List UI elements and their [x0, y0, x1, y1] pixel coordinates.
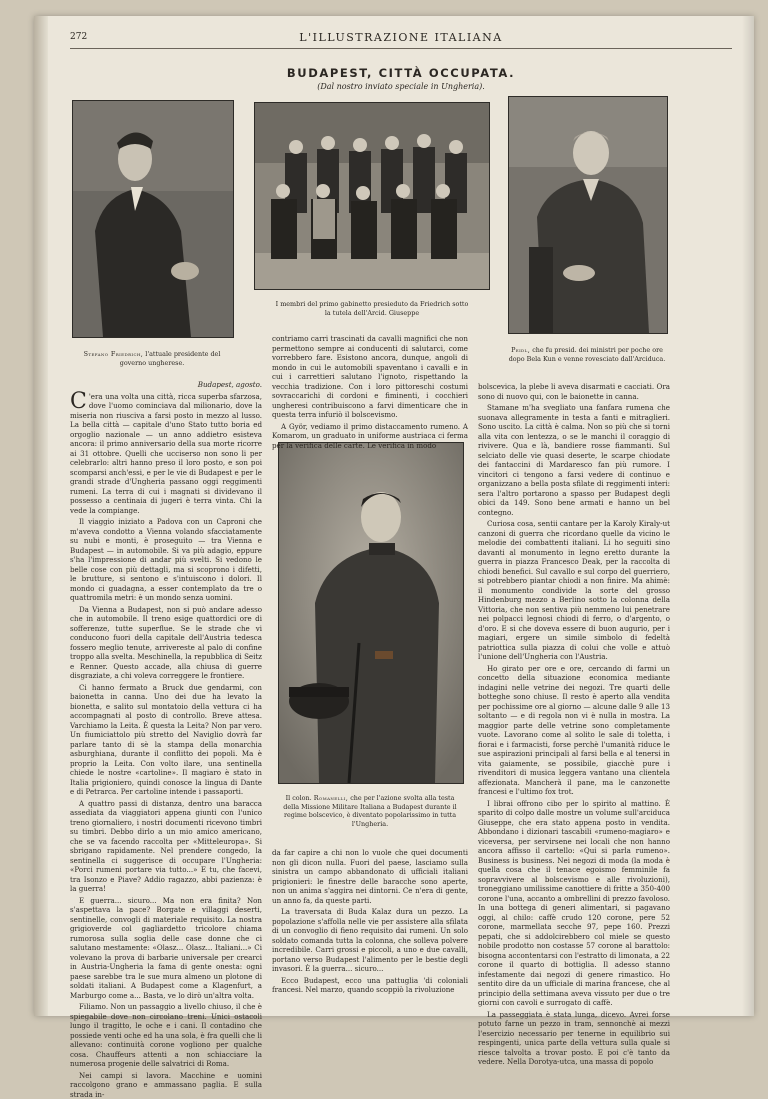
text-column-2-upper: [272, 334, 468, 436]
col2-paragraph-2: A Györ, vediamo il primo distaccamento rumeno. A Komarom, un graduato in uniforme austriaca ci ferma per la verifica delle carte. Le verifica in modo: [272, 422, 468, 451]
newspaper-page: [34, 16, 754, 1016]
col2-paragraph-1: contriamo carri trascinati da cavalli magnifici che non permettono sempre ai conducenti di salutarci, come vorrebbero fare. Esistono ancora, dunque, angoli di mondo in cui le automobili spaventano i cavalli e in cui i carrettieri salutano l'ignoto, rispettando la vecchia tradizione. Con i loro pittoreschi costumi sovraccarichi di cordoni e fiminenti, i cocchieri ungheresi contribuiscono a farvi dimenticare che in questa terra infuriò il bolscevismo.: [272, 334, 468, 420]
col1-paragraph-5: A quattro passi di distanza, dentro una baracca assediata da viaggiatori appena giunti con l'unico treno giornaliero, i nostri documenti ricevono timbri su timbri. Debbo dirlo a un mio amico americano, che se va facendo raccolta per «Mitteleuropa». Si sbrigano rapidamente. Nel prendere congedo, la sentinella ci suggerisce di occupare l'Ungheria: «Porci rumeni portare via tutto...» E tu, che facevi, tra Isonzo e Piave? Addio ragazzo, abbi pazienza: è la guerra!: [70, 799, 262, 894]
text-column-3: [478, 382, 670, 1008]
page-binding: [34, 16, 48, 1016]
photo-romanelli: [278, 442, 464, 784]
dateline: Budapest, agosto.: [70, 380, 262, 390]
col1-paragraph-2: Il viaggio iniziato a Padova con un Caproni che m'aveva condotto a Vienna volando sfacciatamente su nubi e monti, è proseguito — tra Vienna e Budapest — in automobile. Si va più adagio, eppure s'ha l'impressione di andar più svelti. Si vedono le belle cose con più dettagli, ma si scoprono i difetti, le brutture, si sentono e s'intuiscono i dolori. Il mondo ci guadagna, a esser contemplato da tre o quattromila metri: è un mondo senza uomini.: [70, 517, 262, 603]
article-title: BUDAPEST, CITTÀ OCCUPATA.: [70, 66, 732, 80]
col1-paragraph-1: C 'era una volta una città, ricca superba sfarzosa, dove l'uomo cominciava dal milionario, dove la miseria non riusciva a farsi posto in mezzo al lusso. La bella città — capitale d'uno Stato tutto boria ed orgoglio nazionale — un anno addietro esisteva ancora: il primo anniversario della sua morte ricorre ai 31 ottobre. Quelli che ucciserso non sono li per celebrarlo: altri hanno preso il loro posto, e son poi scomparsi anch'essi, e per le vie di Budapest e per le grandi strade d'Ungheria passano oggi reggimenti rumeni. La terra di cui i magnati si dividevano il possesso a centinaia di jugeri è terra vinta. Chi la vede la compiange.: [70, 392, 262, 516]
photo-cabinet: [254, 102, 490, 290]
col2-paragraph-3: da far capire a chi non lo vuole che quei documenti non gli dicon nulla. Fuori del paese, lasciamo sulla sinistra un campo abbandonato di ufficiali italiani prigionieri: le finestre delle baracche sono aperte, non un anima s'aggira nei dintorni. Ce n'era di gente, un anno fa, da queste parti.: [272, 848, 468, 905]
photo-friedrich: [72, 100, 234, 338]
col3-paragraph-6: La passeggiata è stata lunga, dicevo. Avrei forse potuto farne un pezzo in tram, sennonchè ai mezzi l'esercizio necessario per tenerne in equilibrio sui respingenti, unica parte della vettura sulla quale si riesce talvolta a trovar posto. E poi c'è tanto da vedere. Nella Dorotya-utca, una massa di popolo: [478, 1010, 670, 1067]
article-subtitle: (Dal nostro inviato speciale in Ungheria).: [70, 82, 732, 91]
text-column-1: [70, 380, 262, 1006]
caption-peidl: [504, 346, 670, 363]
col1-paragraph-7: Filiamo. Non un passaggio a livello chiuso, il che è spiegabile dove non circolano treni. Unici ostacoli lungo il tragitto, le oche e i cani. Il contadino che possiede venti oche ed ha una sola, è fra quelli che li allevano: continuità corone vogliono per qualche cosa. Chauffeurs attenti a non schiacciare la numerosa progenie delle salvatrici di Roma.: [70, 1002, 262, 1069]
col1-paragraph-3: Da Vienna a Budapest, non si può andare adesso che in automobile. Il treno esige quattordici ore di sofferenze, tutte superflue. Se le strade che vi conducono fuori della capitale dell'Austria tedesca fossero meglio tenute, arrivereste al palo di confine troppo alla svelta. Meschinella, la repubblica di Seitz e Renner. Questo accade, alla chiusa di guerre disgraziate, a chi voleva correggere le frontiere.: [70, 605, 262, 681]
masthead: L'ILLUSTRAZIONE ITALIANA: [70, 31, 732, 44]
caption-romanelli: [278, 794, 462, 828]
col2-paragraph-4: La traversata di Buda Kalaz dura un pezzo. La popolazione s'affolla nelle vie per assistere alla sfilata di un convoglio di fieno requisito dai rumeni. Un solo soldato comanda tutta la colonna, che solleva polvere incredibile. Carri grossi e piccoli, a uno e due cavalli, portano verso Budapest l'alimento per le bestie degli invasori. È la guerra... sicuro...: [272, 907, 468, 974]
col3-paragraph-4: Ho girato per ore e ore, cercando di farmi un concetto della situazione economica mediante indagini nelle vetrine dei negozi. Tre quarti delle botteghe sono chiuse. Il resto è aperto alla vendita per pochissime ore al giorno — alcune dalle 9 alle 13 soltanto — e di regola non vi è nulla in mostra. La maggior parte delle vetrine sono completamente vuote. Lavorano come al solito le sale di toletta, i fiorai e i farmacisti, forse perchè l'umanità riduce le sue aspirazioni principali al farsi bella e al tenersi in vita gaiamente, se possibile, giacchè pure i rivenditori di musica leggera vantano una clientela affezionata. Mancherà il pane, ma le canzonette francesi e l'ultimo fox trot.: [478, 664, 670, 797]
col3-paragraph-2: Stamane m'ha svegliato una fanfara rumena che suonava allegramente in testa a fanti e mitraglieri. Sono uscito. La città è calma. Non so più che si torni alla vita con lentezza, o se le manchi il coraggio di rivivere. Qua e là, bandiere rosse fiammanti. Sul selciato delle vie quasi deserte, le scarpe chiodate dei fantaccini di Mardaresco fan più rumore. I vincitori ci tengono a farsi vedere di continuo e organizzano a bella posta sfilate di reggimenti interi: sera l'altro portarono a spasso per Budapest degli obici da 149. Sono bene armati e hanno un bel contegno.: [478, 403, 670, 517]
caption-romanelli-prefix: Il colon.: [286, 794, 312, 802]
photo-peidl: [508, 96, 668, 334]
dropcap: C: [70, 393, 87, 411]
caption-romanelli-name: Romanelli,: [314, 794, 348, 802]
caption-cabinet: I membri del primo gabinetto presieduto da Friedrich sotto la tutela dell'Arcid. Giuseppe: [274, 300, 470, 317]
caption-peidl-text: che fu presid. dei ministri per poche ore dopo Bela Kun e venne rovesciato dall'Arciduca.: [509, 346, 666, 363]
text-column-2-lower: [272, 848, 468, 1008]
caption-romanelli-text: che per l'azione svolta alla testa della Missione Militare Italiana a Budapest durante il regime bolscevico, è diventato popolarissimo in tutta l'Ungheria.: [283, 794, 456, 828]
col3-paragraph-1: bolscevica, la plebe li aveva disarmati e cacciati. Ora sono di nuovo qui, con le baionette in canna.: [478, 382, 670, 401]
col1-paragraph-4: Ci hanno fermato a Bruck due gendarmi, con baionetta in canna. Uno dei due ha levato la bionetta, e salito sul montatoio della vettura ci ha accompagnati al posto di controllo. Breve attesa. Varchiamo la Leita. È questa la Leita? Non par vero. Un fiumiciattolo più stretto del Naviglio dovrà far parlare tanto di sè la stampa della monarchia asburghiana, durante il conflitto dei popoli. Ma è proprio la Leita. Con volto ilare, una sentinella chiede le nostre «cartoline». Il magiaro è stato in Italia prigioniero, quindi conosce la lingua di Dante e di Petrarca. Per cartoline intende i passaporti.: [70, 683, 262, 797]
caption-peidl-name: Peidl,: [511, 346, 530, 354]
col1-paragraph-8: Nei campi si lavora. Macchine e uomini raccolgono grano e ammassano paglia. E sulla strada in-: [70, 1071, 262, 1099]
caption-friedrich-text: l'attuale presidente del governo ungherese.: [120, 350, 221, 367]
col3-paragraph-5: I librai offrono cibo per lo spirito al mattino. È sparito di colpo dalle mostre un volume sull'arciduca Giuseppe, che era stato appena posto in vendita. Abbondano i dizionari tascabili «rumeno-magiaro» e viceversa, per servirsene nei locali che non hanno ancora affisso il cartello: «Qui si parla rumeno». Business is business. Nei negozi di moda (la moda è quella cosa che il tenace egoismo femminile fa sopravvivere al bolscevismo e alle rivoluzioni), troneggiano umilissime canottiere di fritte a 350-400 corone l'una, accanto a ombrellini di prezzo favoloso. In una bottega di generi alimentari, si pagavano oggi, al chilo: caffè crudo 120 corone, pere 52 corone, marmellata secche 97, pepe 160. Prezzi pepati, che si addolcirebbero col miele se questo nobile prodotto non costasse 57 corone al barattolo: bisogna accontentarsi con l'estratto di limonata, a 22 corone il quarto di bottiglia. Il adesso stanno infestamente dai negozi di genere rimastico. Ho sentito dire da un ufficiale di marina francese, che al principio della settimana aveva vissuto per due o tre giorni con cavoli e surrogato di caffè.: [478, 799, 670, 1008]
page-fold-shadow: [742, 16, 754, 1016]
caption-friedrich: [72, 350, 232, 367]
caption-friedrich-name: Stefano Friedrich,: [84, 350, 144, 358]
col3-paragraph-3: Curiosa cosa, sentii cantare per la Karoly Kiraly-ut canzoni di guerra che ricordano quelle da vicino le melodie dei combattenti italiani. Li ho seguiti sino davanti al monumento in legno eretto durante la guerra in piazza Francesco Deak, per la raccolta di chiodi benefici. Sul cavallo e sul corpo del guerriero, si potrebbero piantar chiodi a non finire. Ma ahimè: il monumento condivide la sorte del grosso Hindenburg mezzo a Berlino sotto la colonna della Vittoria, che non sentiva più nemmeno lui penetrare nei polpacci legnosi chiodi di ferro, o d'argento, o d'oro. E si che doveva essere di buon augurio, per i magiari, ergere un simile simbolo di fedeltà patriottica sulla piazza di colui che volle e attuò l'unione dell'Ungheria con l'Austria.: [478, 519, 670, 662]
col2-paragraph-5: Ecco Budapest, ecco una pattuglia 'di coloniali francesi. Nel marzo, quando scoppiò la rivoluzione: [272, 976, 468, 995]
col1-paragraph-6: E guerra... sicuro... Ma non era finita? Non s'aspettava la pace? Borgate e villaggi deserti, sentinelle, convogli di materiale requisito. La nostra grigioverde col gagliardetto tricolore chiama rumorosa sulla soglia delle case donne che ci salutano mestamente: «Olasz... Olasz... Italiani...» Ci volevano la prova di barbarie universale per crearci in Austria-Ungheria la fama di gente onesta: ogni paese sarebbe tra le sue mura almeno un plotone di soldati italiani. A Budapest come a Klagenfurt, a Marburgo come a... Basta, ve lo dirò un'altra volta.: [70, 896, 262, 1001]
page-number: 272: [70, 32, 87, 42]
page-header: [70, 30, 732, 49]
